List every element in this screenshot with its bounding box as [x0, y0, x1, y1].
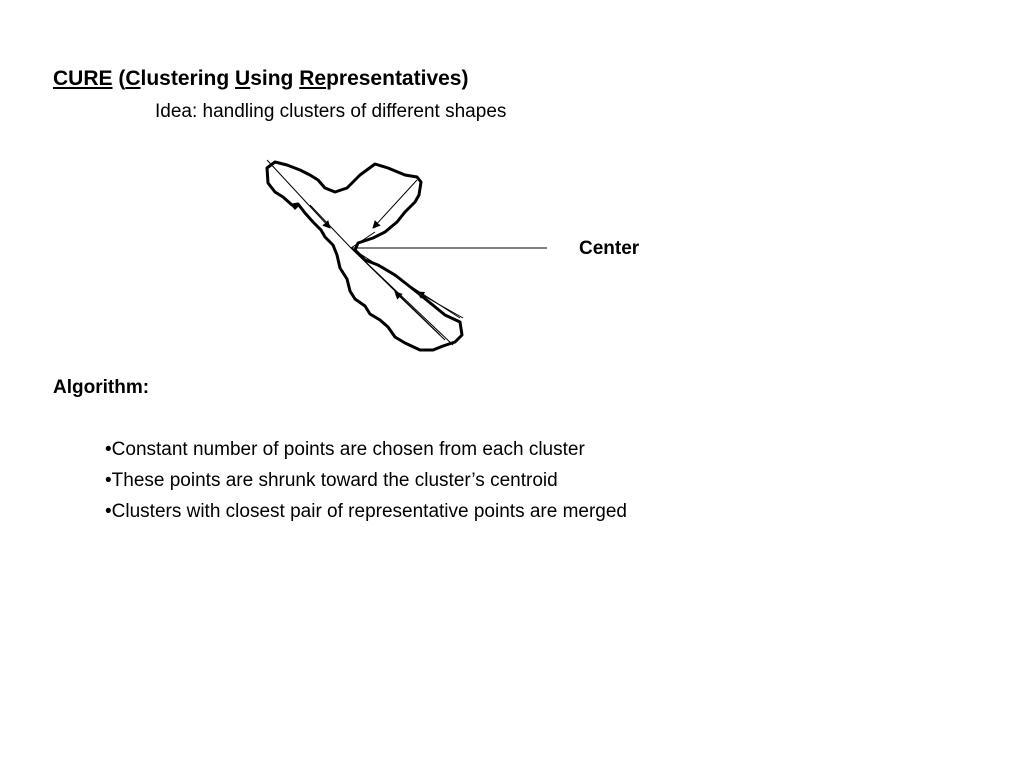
algorithm-heading: Algorithm:: [53, 377, 150, 398]
title-cure: CURE: [53, 67, 113, 90]
center-label: Center: [579, 238, 640, 259]
list-item: • Clusters with closest pair of representative points are merged: [105, 496, 627, 527]
cluster-diagram: [255, 150, 555, 360]
title-sing: sing: [250, 67, 300, 90]
slide-subtitle: Idea: handling clusters of different shapes: [155, 101, 507, 122]
arrow-top-right: [373, 180, 417, 228]
title-letters-re: Re: [299, 67, 327, 90]
algorithm-steps: [105, 434, 627, 527]
title-open-paren: (: [112, 67, 126, 90]
cluster-outline: [267, 162, 462, 350]
title-presentatives: presentatives): [326, 67, 469, 90]
title-letter-c: C: [125, 67, 141, 90]
title-letter-u: U: [235, 67, 251, 90]
slide-title: [53, 64, 468, 94]
list-item: • Constant number of points are chosen from each cluster: [105, 434, 627, 465]
title-lustering: lustering: [140, 67, 236, 90]
ray-5: [351, 248, 440, 335]
list-item: • These points are shrunk toward the cluster’s centroid: [105, 465, 627, 496]
